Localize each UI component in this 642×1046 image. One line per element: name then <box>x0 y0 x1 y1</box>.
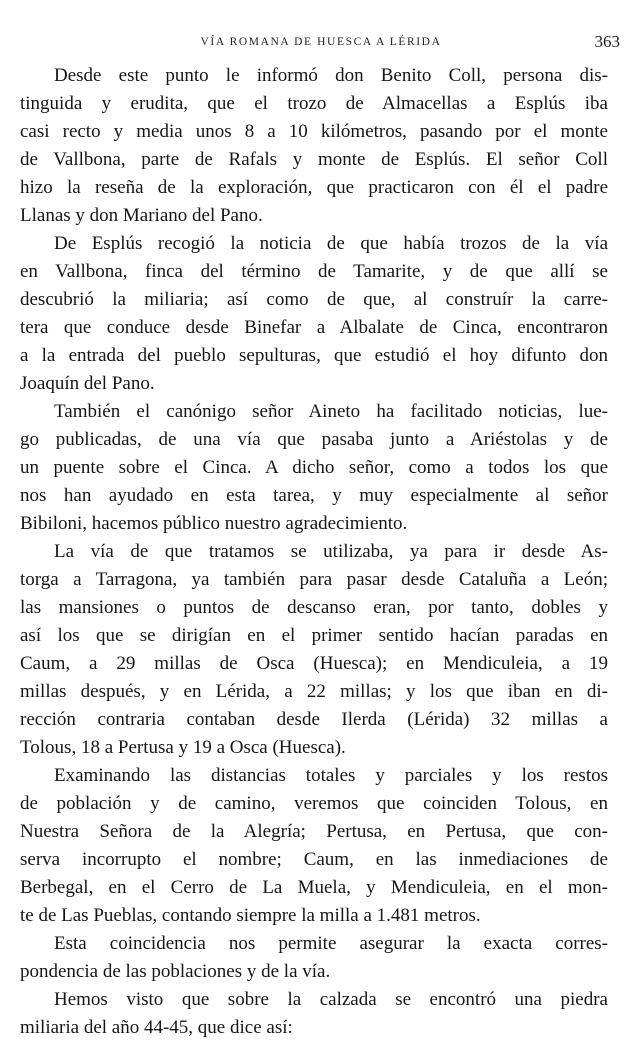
text-line: de población y de camino, veremos que coinciden Tolous, en <box>20 793 608 814</box>
text-line: millas después, y en Lérida, a 22 millas; y los que iban en di- <box>20 681 608 702</box>
body-text <box>20 62 608 1042</box>
page-header <box>22 32 620 58</box>
text-line: Desde este punto le informó don Benito Coll, persona dis- <box>54 65 608 86</box>
text-line: serva incorrupto el nombre; Caum, en las inmediaciones de <box>20 849 608 870</box>
text-line: así los que se dirigían en el primer sentido hacían paradas en <box>20 625 608 646</box>
text-line: Tolous, 18 a Pertusa y 19 a Osca (Huesca). <box>20 737 346 758</box>
text-line: miliaria del año 44-45, que dice así: <box>20 1017 293 1038</box>
text-line: hizo la reseña de la exploración, que practicaron con él el padre <box>20 177 608 198</box>
text-line: Berbegal, en el Cerro de La Muela, y Mendiculeia, en el mon- <box>20 877 608 898</box>
paragraph-4 <box>20 538 608 762</box>
text-line: De Esplús recogió la noticia de que había trozos de la vía <box>54 233 608 254</box>
text-line: tera que conduce desde Binefar a Albalate de Cinca, encontraron <box>20 317 608 338</box>
text-line: descubrió la miliaria; así como de que, al construír la carre- <box>20 289 608 310</box>
text-line: casi recto y media unos 8 a 10 kilómetros, pasando por el monte <box>20 121 608 142</box>
text-line: las mansiones o puntos de descanso eran, por tanto, dobles y <box>20 597 608 618</box>
text-line: a la entrada del pueblo sepulturas, que estudió el hoy difunto don <box>20 345 608 366</box>
text-line: de Vallbona, parte de Rafals y monte de Esplús. El señor Coll <box>20 149 608 170</box>
text-line: También el canónigo señor Aineto ha facilitado noticias, lue- <box>54 401 608 422</box>
text-line: tinguida y erudita, que el trozo de Almacellas a Esplús iba <box>20 93 608 114</box>
text-line: Hemos visto que sobre la calzada se encontró una piedra <box>54 989 608 1010</box>
text-line: La vía de que tratamos se utilizaba, ya para ir desde As- <box>54 541 608 562</box>
paragraph-7 <box>20 986 608 1042</box>
text-line: Caum, a 29 millas de Osca (Huesca); en Mendiculeia, a 19 <box>20 653 608 674</box>
page-number: 363 <box>594 32 620 51</box>
text-line: te de Las Pueblas, contando siempre la milla a 1.481 metros. <box>20 905 481 926</box>
text-line: go publicadas, de una vía que pasaba junto a Ariéstolas y de <box>20 429 608 450</box>
text-line: Llanas y don Mariano del Pano. <box>20 205 263 226</box>
paragraph-2 <box>20 230 608 398</box>
text-line: pondencia de las poblaciones y de la vía. <box>20 961 331 982</box>
running-title: VÍA ROMANA DE HUESCA A LÉRIDA <box>200 36 442 48</box>
paragraph-3 <box>20 398 608 538</box>
text-line: un puente sobre el Cinca. A dicho señor, como a todos los que <box>20 457 608 478</box>
text-line: torga a Tarragona, ya también para pasar desde Cataluña a León; <box>20 569 608 590</box>
text-line: Bibiloni, hacemos público nuestro agradecimiento. <box>20 513 408 534</box>
text-line: en Vallbona, finca del término de Tamarite, y de que allí se <box>20 261 608 282</box>
text-line: Examinando las distancias totales y parciales y los restos <box>54 765 608 786</box>
paragraph-5 <box>20 762 608 930</box>
text-line: nos han ayudado en esta tarea, y muy especialmente al señor <box>20 485 608 506</box>
text-line: rección contraria contaban desde Ilerda (Lérida) 32 millas a <box>20 709 608 730</box>
paragraph-1 <box>20 62 608 230</box>
text-line: Joaquín del Pano. <box>20 373 155 394</box>
paragraph-6 <box>20 930 608 986</box>
text-line: Esta coincidencia nos permite asegurar la exacta corres- <box>54 933 608 954</box>
text-line: Nuestra Señora de la Alegría; Pertusa, en Pertusa, que con- <box>20 821 608 842</box>
